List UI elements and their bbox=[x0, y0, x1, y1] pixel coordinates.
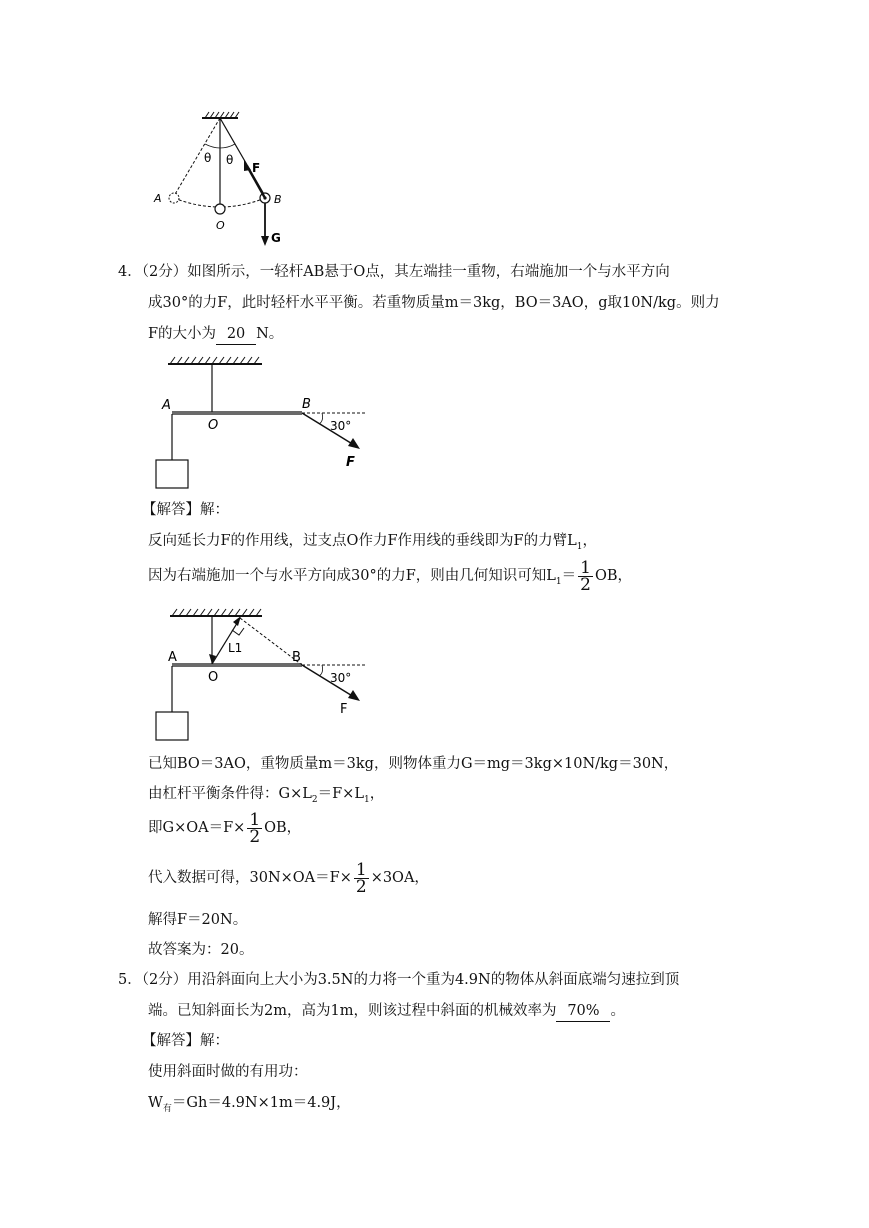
lever1-force-f: F bbox=[346, 455, 355, 470]
q4-line3-unit: N。 bbox=[256, 326, 284, 342]
q5-line3: 使用斜面时做的有用功： bbox=[148, 1064, 308, 1080]
q4-line3-text: F的大小为 bbox=[148, 326, 217, 342]
sol4-line4 bbox=[148, 784, 384, 810]
sol4-line6-text: 代入数据可得，30N×OA＝F× bbox=[148, 870, 352, 886]
lever-figure-2 bbox=[150, 604, 375, 744]
lever1-angle: 30° bbox=[330, 419, 352, 433]
point-a-label: A bbox=[154, 192, 162, 205]
q4-line1: 4．（2分）如图所示，一轻杆AB悬于O点，其左端挂一重物，右端施加一个与水平方向 bbox=[118, 264, 670, 280]
q5-answer: 70% bbox=[556, 1001, 610, 1022]
sol4-line4-text: 由杠杆平衡条件得：G×L bbox=[148, 786, 312, 802]
q5-line2 bbox=[148, 1001, 625, 1022]
lever2-arm-l1: L1 bbox=[228, 641, 243, 655]
lever2-point-a: A bbox=[168, 650, 177, 665]
lever1-point-a: A bbox=[162, 398, 171, 413]
frac-num: 1 bbox=[355, 859, 367, 880]
q5-line4-w: W bbox=[148, 1095, 163, 1111]
sol4-line2-end: OB， bbox=[594, 568, 632, 584]
sol4-line5-text: 即G×OA＝F× bbox=[148, 820, 246, 836]
lever2-force-f: F bbox=[340, 702, 348, 717]
q5-line2-end: 。 bbox=[610, 1003, 625, 1019]
theta-left-label: θ bbox=[204, 151, 212, 165]
sol4-line4-end: ， bbox=[369, 786, 385, 802]
frac-num: 1 bbox=[580, 557, 591, 578]
q4-answer: 20 bbox=[216, 324, 256, 345]
sol4-line4-sub1: 1 bbox=[363, 794, 370, 805]
q4-line3 bbox=[148, 324, 283, 345]
frac-den: 2 bbox=[580, 574, 591, 595]
sol4-line6-end: ×3OA， bbox=[370, 870, 429, 886]
sol4-line1-text: 反向延长力F的作用线，过支点O作力F作用线的垂线即为F的力臂L bbox=[148, 533, 577, 549]
sol4-line4-mid: ＝F×L bbox=[317, 786, 364, 802]
sol4-line7: 解得F＝20N。 bbox=[148, 912, 248, 928]
q5-line2-text: 端。已知斜面长为2m，高为1m，则该过程中斜面的机械效率为 bbox=[148, 1003, 557, 1019]
fraction-half bbox=[578, 557, 593, 595]
sol4-line8: 故答案为：20。 bbox=[148, 942, 254, 958]
sol4-line6 bbox=[148, 858, 429, 898]
lever1-point-b: B bbox=[302, 397, 311, 412]
q5-heading: 【解答】解： bbox=[142, 1033, 229, 1049]
sol4-line2 bbox=[148, 556, 632, 602]
q5-line4 bbox=[148, 1093, 351, 1119]
pendulum-figure bbox=[150, 108, 290, 248]
gravity-g-label: G bbox=[271, 231, 281, 245]
q5-line1: 5．（2分）用沿斜面向上大小为3.5N的力将一个重为4.9N的物体从斜面底端匀速拉到顶 bbox=[118, 972, 680, 988]
point-o-label: O bbox=[216, 219, 225, 232]
sol4-line1 bbox=[148, 531, 597, 557]
fraction-half bbox=[247, 809, 262, 847]
sol4-line2-sub: 1 bbox=[555, 576, 562, 587]
sol4-line1-sub: 1 bbox=[576, 541, 583, 552]
frac-den: 2 bbox=[355, 876, 367, 897]
point-b-label: B bbox=[274, 193, 282, 206]
q4-line2: 成30°的力F，此时轻杆水平平衡。若重物质量m＝3kg，BO＝3AO，g取10N/kg。则力 bbox=[148, 295, 720, 311]
sol4-line2-text: 因为右端施加一个与水平方向成30°的力F，则由几何知识可知L bbox=[148, 568, 556, 584]
lever-figure-1 bbox=[150, 352, 375, 492]
sol4-line5 bbox=[148, 808, 301, 848]
force-f-label: F bbox=[252, 161, 261, 175]
sol4-line2-eq: ＝ bbox=[561, 568, 577, 584]
lever2-angle: 30° bbox=[330, 671, 352, 685]
q5-line4-text: ＝Gh＝4.9N×1m＝4.9J， bbox=[171, 1095, 351, 1111]
sol4-line3: 已知BO＝3AO，重物质量m＝3kg，则物体重力G＝mg＝3kg×10N/kg＝30N， bbox=[148, 756, 679, 772]
sol4-line5-end: OB， bbox=[264, 820, 302, 836]
lever2-point-o: O bbox=[208, 670, 219, 685]
q5-line4-sub: 有 bbox=[162, 1103, 172, 1114]
fraction-half bbox=[354, 859, 369, 897]
frac-num: 1 bbox=[249, 809, 261, 830]
sol4-line4-sub2: 2 bbox=[311, 794, 318, 805]
theta-right-label: θ bbox=[226, 153, 234, 167]
lever1-point-o: O bbox=[208, 418, 219, 433]
frac-den: 2 bbox=[249, 826, 261, 847]
sol4-line1-end: ， bbox=[582, 533, 597, 549]
sol4-heading: 【解答】解： bbox=[142, 502, 229, 518]
lever2-point-b: B bbox=[292, 650, 301, 665]
